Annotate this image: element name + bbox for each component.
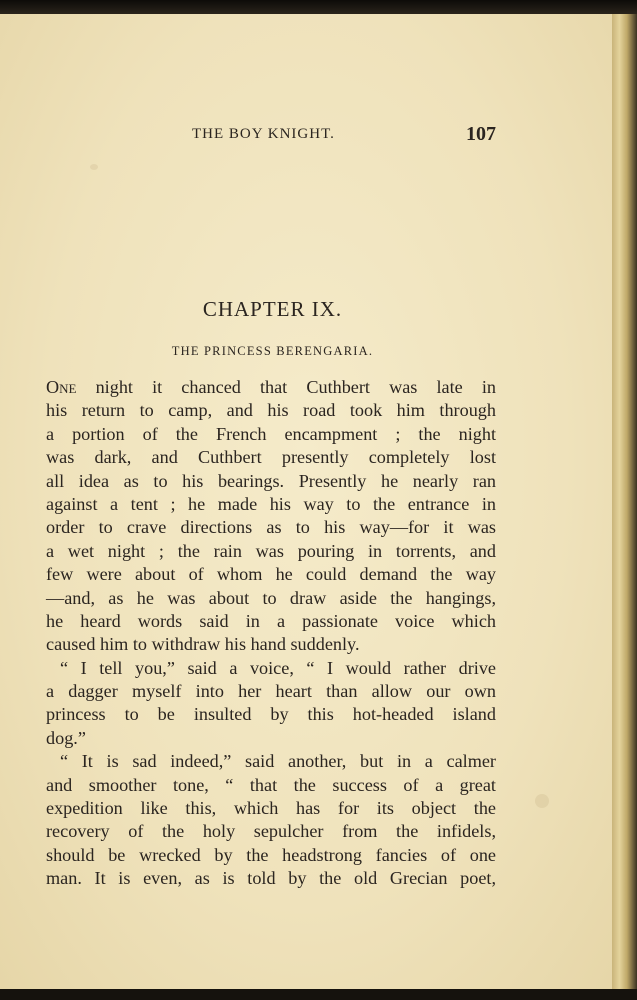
running-head [46,123,496,148]
text-line: One night it chanced that Cuthbert was late in [46,377,496,397]
text-line: caused him to withdraw his hand suddenly. [46,634,360,655]
text-line: few were about of whom he could demand the way [46,564,496,585]
running-title: THE BOY KNIGHT. [192,126,335,142]
text-line: a dagger myself into her heart than allow our own [46,681,496,702]
body-text [46,376,496,891]
paper-stain [90,164,98,170]
text-line: “ I tell you,” said a voice, “ I would rather drive [60,657,496,678]
text-line: a portion of the French encampment ; the night [46,423,496,444]
chapter-title: CHAPTER IX. [202,297,343,321]
text-line: “ It is sad indeed,” said another, but in a calmer [60,751,496,772]
chapter-subtitle: THE PRINCESS BERENGARIA. [171,344,374,358]
page-fore-edge [612,14,637,989]
drop-word: One [46,377,77,397]
text-line: expedition like this, which has for its object the [46,798,496,819]
page-paper [0,14,612,989]
text-line: man. It is even, as is told by the old Grecian poet, [46,868,496,889]
text-line: order to crave directions as to his way—for it was [46,517,496,538]
text-line: and smoother tone, “ that the success of a great [46,774,496,795]
text-line: should be wrecked by the headstrong fancies of one [46,844,496,865]
paper-stain [535,794,549,808]
page-number: 107 [466,123,496,145]
text-line: all idea as to his bearings. Presently he nearly ran [46,470,496,491]
text-line: his return to camp, and his road took him through [46,400,496,421]
text-line: dog.” [46,727,86,748]
text-line: was dark, and Cuthbert presently completely lost [46,447,496,468]
text-line: —and, as he was about to draw aside the hangings, [46,587,496,608]
text-line: princess to be insulted by this hot-headed island [46,704,496,725]
text-line: against a tent ; he made his way to the entrance in [46,493,496,514]
scan-top-edge [0,0,637,14]
text-line: recovery of the holy sepulcher from the infidels, [46,821,496,842]
scan-bottom-edge [0,989,637,1000]
text-line: a wet night ; the rain was pouring in torrents, and [46,540,496,561]
text-line: he heard words said in a passionate voice which [46,610,496,631]
